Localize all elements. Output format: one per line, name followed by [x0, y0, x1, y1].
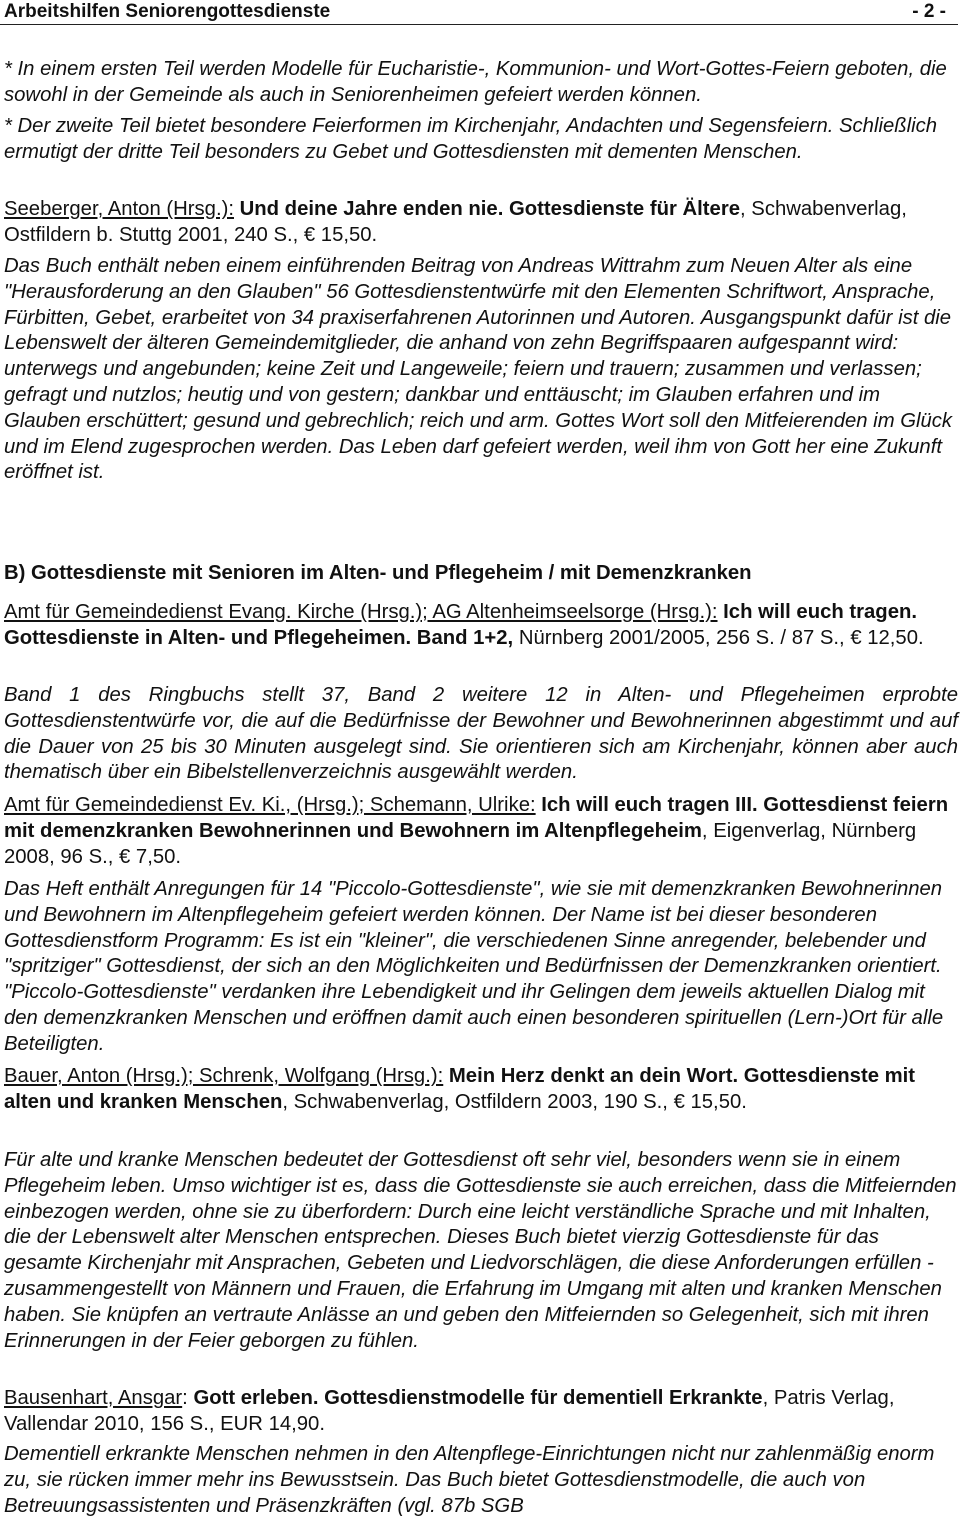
entry-seeberger-description: Das Buch enthält neben einem einführenden Beitrag von Andreas Wittrahm zum Neuen Alter als eine "Herausforderung an den Glauben" 56 Gottesdienstentwürfe mit den Elementen Schriftwort, Ansprache, Fürbitten, Gebet, erarbeitet von 34 praxiserfahrenen Autorinnen und Autoren. Ausgangspunkt dafür ist die Lebenswelt der älteren Gemeindemitglieder, die anhand von zehn Begriffspaaren aufgespannt wird: unterwegs und angebunden; keine Zeit und Langeweile; feiern und trauern; zusammen und verlassen; gefragt und nutzlos; heutig und von gestern; dankbar und enttäuscht; im Glauben erfahren und im Glauben erschüttert; gesund und gebrechlich; reich und arm. Gottes Wort soll den Mitfeierenden im Glück und im Elend zugesprochen werden. Das Leben darf gefeiert werden, weil ihm von Gott her eine Zukunft eröffnet ist. — [4, 255, 953, 484]
entry-details: , Schwabenverlag, Ostfildern 2003, 190 S., € 15,50. — [282, 1090, 747, 1113]
entry-title: Ich will euch tragen. Gottesdienste in Alten- und Pflegeheimen. Band 1+2, — [4, 601, 917, 649]
entry-gott-erleben-description: Dementiell erkrankte Menschen nehmen in den Altenpflege-Einrichtungen nicht nur zahlenmäßig enorm zu, sie rücken immer mehr ins Bewusstsein. Das Buch bietet Gottesdienstmodelle, die auch von Betreuungsassistenten und Präsenzkräften (vgl. 87b SGB — [4, 1443, 935, 1517]
entry-ich-will-euch-tragen-description: Band 1 des Ringbuchs stellt 37, Band 2 weitere 12 in Alten- und Pflegeheimen erprobte Gottesdienstentwürfe vor, die auf die Bedürfnisse der Bewohner und Bewohnerinnen abgestimmt und auf die Dauer von 25 bis 30 Minuten ausgelegt sind. Sie orientieren sich am Kirchenjahr, können aber auch thematisch über ein Bibelstellenverzeichnis ausgewählt werden. — [4, 684, 958, 784]
entry-gott-erleben-citation — [4, 1386, 958, 1438]
header-title: Arbeitshilfen Seniorengottesdienste — [4, 1, 331, 22]
entry-seeberger-citation — [4, 197, 958, 249]
entry-ich-will-euch-tragen-iii-description: Das Heft enthält Anregungen für 14 "Piccolo-Gottesdienste", wie sie mit demenzkranken Bewohnerinnen und Bewohnern im Altenpflegeheim gefeiert werden können. Der Name ist bei dieser besonderen Gottesdienstform Programm: Es ist ein "kleiner", die verschiedenen Sinne anregender, belebender und "spritziger" Gottesdienst, der sich an den Möglichkeiten und Bedürfnissen der Demenzkranken orientiert. "Piccolo-Gottesdienste" verdanken ihre Lebendigkeit und ihr Gelingen dem jeweils aktuellen Dialog mit den demenzkranken Menschen und eröffnen damit auch einen besonderen spirituellen (Lern-)Ort für alle Beteiligten. — [4, 878, 944, 1055]
entry-title: Und deine Jahre enden nie. Gottesdienste für Ältere — [239, 198, 741, 220]
entry-details: , Patris Verlag, Vallendar 2010, 156 S., EUR 14,90. — [4, 1387, 895, 1435]
page-header — [0, 0, 958, 25]
entry-mein-herz-description: Für alte und kranke Menschen bedeutet der Gottesdienst oft sehr viel, besonders wenn sie in einem Pflegeheim leben. Umso wichtiger ist es, dass die Gottesdienste sie auch erreichen, dass die Mitfeiernden einbezogen werden, ohne sie zu überfordern: Durch eine leicht verständliche Sprache und mit Inhalten, die der Lebenswelt alter Menschen entsprechen. Dieses Buch bietet vierzig Gottesdienste für das gesamte Kirchenjahr mit Ansprachen, Gebeten und Liedvorschlägen, die diese Anforderungen erfüllen - zusammengestellt von Männern und Frauen, die Erfahrung im Umgang mit alten und kranken Menschen haben. Sie knüpfen an vertraute Anlässe an und geben den Mitfeiernden so Gelegenheit, sich mit ihren Erinnerungen in der Feier geborgen zu fühlen. — [4, 1149, 957, 1352]
entry-separator: : — [182, 1387, 194, 1409]
section-b-heading: B) Gottesdienste mit Senioren im Alten- und Pflegeheim / mit Demenzkranken — [4, 562, 752, 584]
entry-details: , Schwabenverlag, Ostfildern b. Stuttg 2001, 240 S., € 15,50. — [4, 198, 907, 246]
entry-details: , Eigenverlag, Nürnberg 2008, 96 S., € 7,50. — [4, 819, 917, 868]
entry-ich-will-euch-tragen-citation — [4, 600, 958, 652]
entry-title: Ich will euch tragen III. Gottesdienst feiern mit demenzkranken Bewohnerinnen und Bewohnern im Altenpflegeheim — [4, 794, 949, 842]
entry-mein-herz-citation — [4, 1064, 958, 1116]
entry-author: Bauer, Anton (Hrsg.); Schrenk, Wolfgang (Hrsg.): — [4, 1065, 444, 1087]
entry-author: Amt für Gemeindedienst Evang. Kirche (Hrsg.); AG Altenheimseelsorge (Hrsg.): — [4, 601, 718, 623]
entry-author: Seeberger, Anton (Hrsg.): — [4, 198, 234, 220]
entry-title: Gott erleben. Gottesdienstmodelle für dementiell Erkrankte — [193, 1387, 763, 1409]
intro-paragraph-1: * In einem ersten Teil werden Modelle für Eucharistie-, Kommunion- und Wort-Gottes-Feiern geboten, die sowohl in der Gemeinde als auch in Seniorenheimen gefeiert werden können. — [4, 58, 947, 106]
page-number: - 2 - — [912, 1, 946, 22]
entry-details: Nürnberg 2001/2005, 256 S. / 87 S., € 12,50. — [513, 626, 924, 649]
entry-ich-will-euch-tragen-iii-citation — [4, 793, 958, 870]
entry-title: Mein Herz denkt an dein Wort. Gottesdienste mit alten und kranken Menschen — [4, 1065, 916, 1113]
entry-author: Bausenhart, Ansgar — [4, 1387, 183, 1409]
entry-author: Amt für Gemeindedienst Ev. Ki., (Hrsg.); Schemann, Ulrike: — [4, 794, 536, 816]
intro-paragraph-2: * Der zweite Teil bietet besondere Feierformen im Kirchenjahr, Andachten und Segensfeiern. Schließlich ermutigt der dritte Teil besonders zu Gebet und Gottesdiensten mit dementen Menschen. — [4, 115, 938, 163]
